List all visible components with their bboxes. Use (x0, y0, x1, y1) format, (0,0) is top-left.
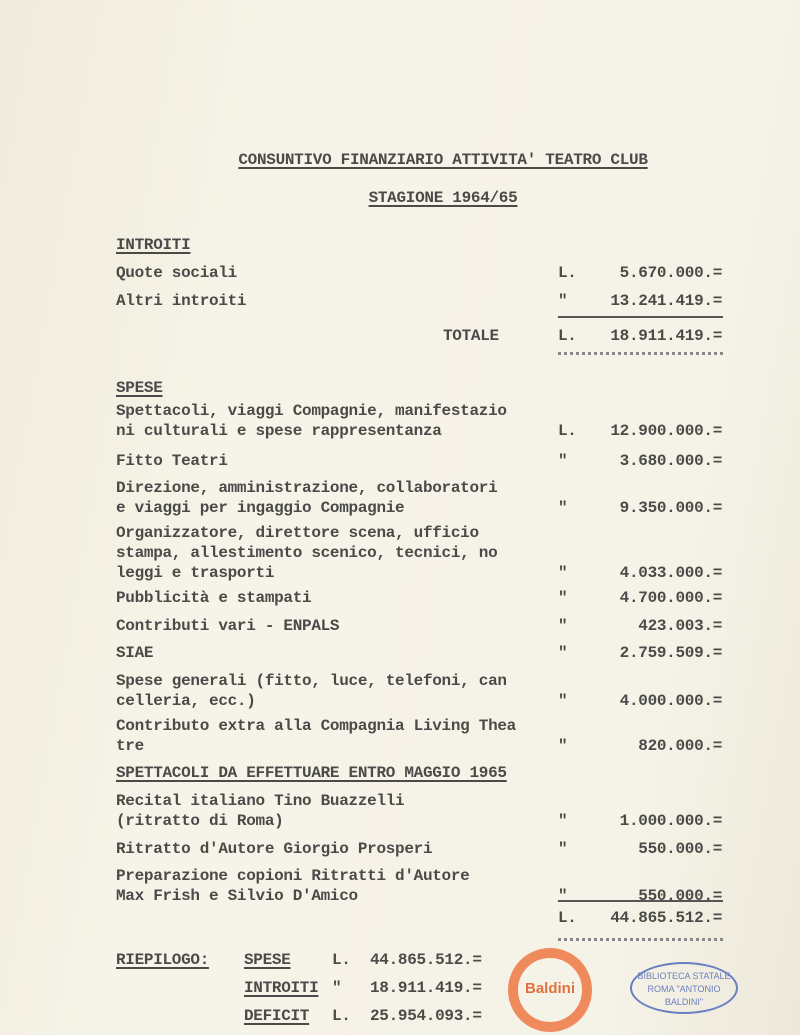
row-amount: 5.670.000.= (619, 264, 722, 282)
row-label: Pubblicità e stampati (116, 589, 312, 607)
total-double-rule (558, 352, 723, 355)
row-label: Direzione, amministrazione, collaboratori e viaggi per ingaggio Compagnie (116, 479, 498, 517)
row-currency: " (558, 692, 568, 710)
row-currency: " (558, 564, 568, 582)
row-amount: 2.759.509.= (619, 644, 722, 662)
riepilogo-currency: " (332, 979, 342, 997)
row-label: Contributi vari - ENPALS (116, 617, 340, 635)
riepilogo-amount: 18.911.419.= (370, 979, 482, 997)
riepilogo-currency: L. (332, 951, 351, 969)
row-amount: 550.000.= (638, 840, 722, 858)
spese-subheading: SPETTACOLI DA EFFETTUARE ENTRO MAGGIO 1965 (116, 764, 507, 782)
row-label: Fitto Teatri (116, 452, 228, 470)
row-amount: 820.000.= (638, 737, 722, 755)
row-currency: L. (558, 422, 577, 440)
introiti-total-amount: 18.911.419.= (610, 327, 722, 345)
row-label: Altri introiti (116, 292, 247, 310)
row-label: Contributo extra alla Compagnia Living Thea tre (116, 717, 516, 755)
riepilogo-currency: L. (332, 1007, 351, 1025)
row-label: Organizzatore, direttore scena, ufficio stampa, allestimento scenico, tecnici, no leggi e trasporti (116, 524, 498, 582)
row-label: Preparazione copioni Ritratti d'Autore Max Frish e Silvio D'Amico (116, 867, 470, 905)
row-currency: " (558, 292, 568, 310)
row-currency: " (558, 737, 568, 755)
riepilogo-amount: 44.865.512.= (370, 951, 482, 969)
spese-total-currency: L. (558, 909, 577, 927)
document-subtitle: STAGIONE 1964/65 (368, 189, 518, 207)
row-amount: 4.000.000.= (619, 692, 722, 710)
row-amount: 13.241.419.= (610, 292, 722, 310)
row-amount: 550.000.= (638, 887, 722, 905)
row-label: Recital italiano Tino Buazzelli (ritratto di Roma) (116, 792, 405, 830)
row-currency: " (558, 499, 568, 517)
spese-total-double-rule (558, 938, 723, 941)
library-seal-stamp: BIBLIOTECA STATALE ROMA "ANTONIO BALDINI" (630, 962, 738, 1014)
library-logo-stamp (508, 948, 592, 1032)
row-currency: " (558, 452, 568, 470)
row-amount: 3.680.000.= (619, 452, 722, 470)
row-currency: " (558, 887, 568, 905)
introiti-heading: INTROITI (116, 236, 191, 254)
row-currency: " (558, 589, 568, 607)
row-amount: 9.350.000.= (619, 499, 722, 517)
row-label: Ritratto d'Autore Giorgio Prosperi (116, 840, 433, 858)
library-logo-text: Baldini (524, 980, 575, 997)
introiti-total-label: TOTALE (443, 327, 499, 345)
row-label: Quote sociali (116, 264, 237, 282)
row-amount: 12.900.000.= (610, 422, 722, 440)
introiti-total-currency: L. (558, 327, 577, 345)
row-amount: 1.000.000.= (619, 812, 722, 830)
row-currency: " (558, 812, 568, 830)
document-title: CONSUNTIVO FINANZIARIO ATTIVITA' TEATRO CLUB (238, 151, 648, 169)
row-amount: 4.700.000.= (619, 589, 722, 607)
row-currency: " (558, 617, 568, 635)
riepilogo-amount: 25.954.093.= (370, 1007, 482, 1025)
row-amount: 4.033.000.= (619, 564, 722, 582)
row-currency: L. (558, 264, 577, 282)
spese-total-amount: 44.865.512.= (610, 909, 722, 927)
riepilogo-label: SPESE (244, 951, 291, 969)
spese-total-rule (558, 900, 723, 902)
row-amount: 423.003.= (638, 617, 722, 635)
spese-heading: SPESE (116, 379, 163, 397)
riepilogo-label: DEFICIT (244, 1007, 310, 1025)
riepilogo-heading: RIEPILOGO: (116, 951, 210, 969)
row-label: SIAE (116, 644, 154, 662)
row-currency: " (558, 840, 568, 858)
row-currency: " (558, 644, 568, 662)
total-rule (558, 316, 723, 318)
riepilogo-label: INTROITI (244, 979, 319, 997)
row-label: Spettacoli, viaggi Compagnie, manifestazio ni culturali e spese rappresentanza (116, 402, 507, 440)
row-label: Spese generali (fitto, luce, telefoni, can celleria, ecc.) (116, 672, 507, 710)
